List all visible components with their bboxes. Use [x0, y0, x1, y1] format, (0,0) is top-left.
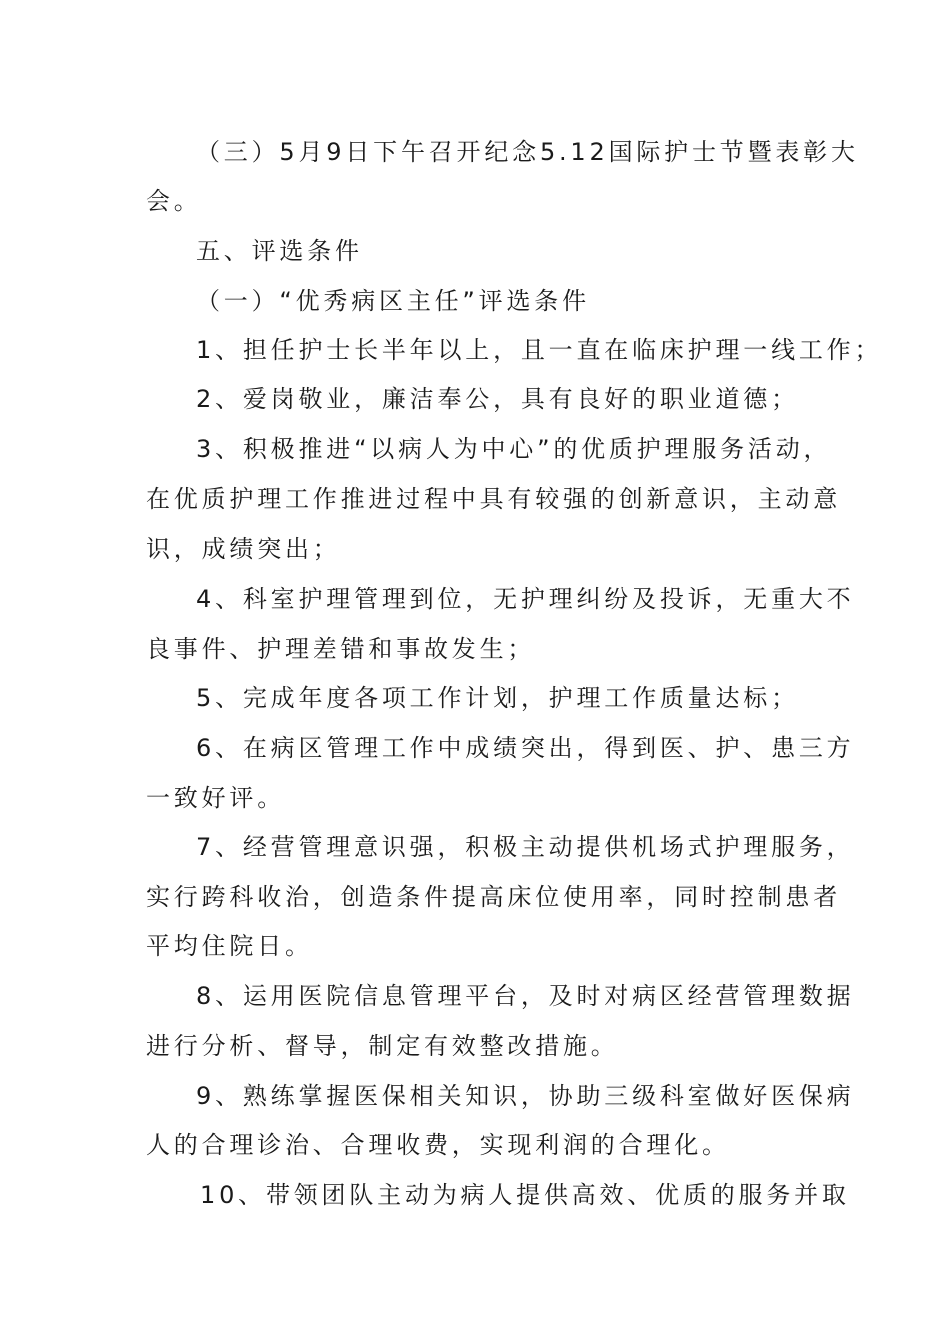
paragraph-line: 平均住院日。 [146, 932, 313, 960]
section-heading: 五、评选条件 [196, 237, 363, 265]
paragraph-line: （三）5月9日下午召开纪念5.12国际护士节暨表彰大 [196, 138, 859, 166]
paragraph-line: 2、爱岗敬业，廉洁奉公，具有良好的职业道德； [196, 385, 799, 413]
paragraph-line: 4、科室护理管理到位，无护理纠纷及投诉，无重大不 [196, 585, 855, 613]
paragraph-line: 进行分析、督导，制定有效整改措施。 [146, 1032, 619, 1060]
paragraph-line: 实行跨科收治，创造条件提高床位使用率，同时控制患者 [146, 883, 841, 911]
paragraph-line: 5、完成年度各项工作计划，护理工作质量达标； [196, 684, 799, 712]
subsection-heading: （一）“优秀病区主任”评选条件 [196, 287, 590, 315]
paragraph-line: 10、带领团队主动为病人提供高效、优质的服务并取 [200, 1181, 850, 1209]
paragraph-line: 识，成绩突出； [146, 535, 341, 563]
paragraph-line: 良事件、护理差错和事故发生； [146, 635, 536, 663]
paragraph-line: 7、经营管理意识强，积极主动提供机场式护理服务， [196, 833, 855, 861]
paragraph-line: 6、在病区管理工作中成绩突出，得到医、护、患三方 [196, 734, 855, 762]
paragraph-line: 人的合理诊治、合理收费，实现利润的合理化。 [146, 1131, 730, 1159]
paragraph-line: 一致好评。 [146, 784, 285, 812]
paragraph-line: 3、积极推进“以病人为中心”的优质护理服务活动， [196, 435, 832, 463]
paragraph-line: 9、熟练掌握医保相关知识，协助三级科室做好医保病 [196, 1082, 855, 1110]
paragraph-line: 8、运用医院信息管理平台，及时对病区经营管理数据 [196, 982, 855, 1010]
paragraph-line: 在优质护理工作推进过程中具有较强的创新意识，主动意 [146, 485, 841, 513]
paragraph-line: 1、担任护士长半年以上，且一直在临床护理一线工作； [196, 336, 883, 364]
paragraph-line: 会。 [146, 187, 202, 215]
